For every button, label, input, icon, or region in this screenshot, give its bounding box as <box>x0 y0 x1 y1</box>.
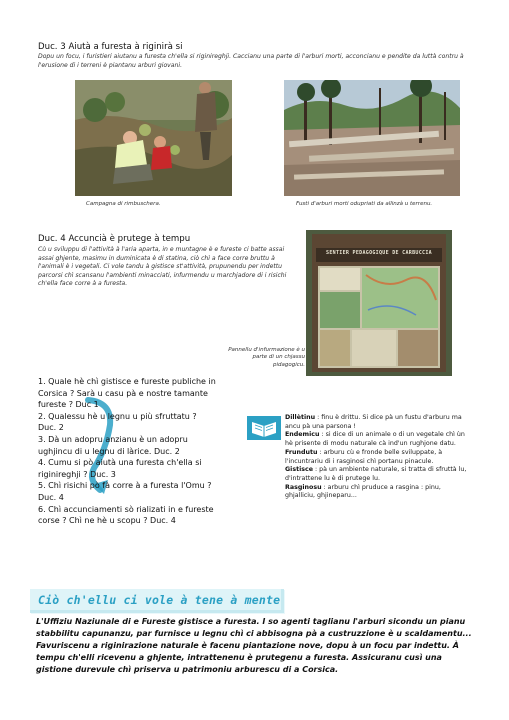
question-item: 3. Dà un adopru anzianu è un adopru ughjincu di u legnu di làrice. Duc. 2 <box>38 434 188 456</box>
book-icon <box>247 416 281 440</box>
question-item: 2. Qualessu hè u legnu u più sfruttatu ? Duc. 2 <box>38 411 197 433</box>
remember-banner <box>30 589 284 613</box>
glossary <box>285 414 471 501</box>
glossary-entry: Rasginosu : arburu chì pruduce a rasgina : pinu, ghjalliciu, ghjineparu... <box>285 483 441 500</box>
section4-body: Cù u sviluppu di l'attività à l'aria aparta, in e muntagne è e fureste ci batte assai assai ghjente, masimu in duminicata è di statina, ciò chì a face corre bruttu à l'animali è i vegetali. Ci vole tandu à gistisce st'attività, prupunendu per indettu parcorsi chì scansanu l'ambienti minacciati, infurmendu u marchjadore di i risichi ch'ella face corre à a furesta. <box>38 246 287 288</box>
sign-title: SENTIER PEDAGOGIQUE DE CARBUCCIA <box>326 250 432 256</box>
dead-trunks-caption: Fusti d'arburi morti odupriati da allinzà u terrenu. <box>296 201 433 207</box>
reforestation-photo <box>75 80 232 196</box>
section3-title: Duc. 3 Aiutà a furesta à riginirà si <box>38 42 183 52</box>
dead-trunks-photo <box>284 80 460 196</box>
glossary-entry: Gistisce : pà un ambiente naturale, si tratta di sfruttà lu, d'intrattene lu è di prutege lu. <box>285 466 467 482</box>
question-item: 6. Chì accunciamenti sò rializati in e fureste corse ? Chì ne hè u scopu ? Duc. 4 <box>38 504 214 526</box>
reforestation-caption: Campagna di rimbuschera. <box>86 201 161 207</box>
glossary-entry: Endemicu : si dice di un animale o di un vegetale chì ùn hè prisente di modu naturale cà ind'un rughjone datu. <box>285 431 465 448</box>
remember-summary: L'Uffiziu Naziunale di e Fureste gistisce a furesta. I so agenti taglianu l'arburi sicondu un pianu stabbilitu capunanzu, par furnisce u legnu chì ci abbisogna pà a custruzzione è u scaldamentu... Favuriscenu a riginirazione naturale è facenu piantazione nove, dopu à un focu par indettu. À tempu ch'elli ricevenu a ghjente, intrattenenu è prutegenu a furesta. Assicuranu cusì una gistione durevule chì priserva u patrimoniu arburescu di a Corsica. <box>36 617 472 675</box>
section3-body: Dopu un focu, i furistieri aiutanu a furesta ch'ella si riginireghji. Caccianu una parte di l'arburi morti, acconcianu e pendite da luttà contru à l'erusione di i terreni è piantanu arburi giovani. <box>38 53 464 69</box>
question-item: 1. Quale hè chì gistisce e fureste publiche in Corsica ? Sarà u casu pà e nostre tamante fureste ? Duc 1 <box>38 377 216 410</box>
glossary-entry: Dillètinu : finu è drittu. Si dice pà un fustu d'arburu ma ancu pà una parsona ! <box>285 414 462 430</box>
questions-list <box>38 376 216 527</box>
remember-heading: Ciò ch'ellu ci vole à tene à mente <box>38 593 281 607</box>
question-item: 4. Cumu si pò aiutà una furesta ch'ella si riginireghji ? Duc. 3 <box>38 458 202 479</box>
glossary-entry: Frundutu : arburu cù e fronde belle sviluppate, à l'incuntrariu di i rasginosi chì portanu pinacule. <box>285 448 443 465</box>
information-panel-caption: Pannellu d'infurmazione è u parte di un chjassu pidagogicu. <box>228 347 305 368</box>
question-item: 5. Chì risichi pò fà corre à a furesta l'Omu ? Duc. 4 <box>38 481 212 502</box>
section4-title: Duc. 4 Accuncià è prutege à tempu <box>38 234 191 244</box>
